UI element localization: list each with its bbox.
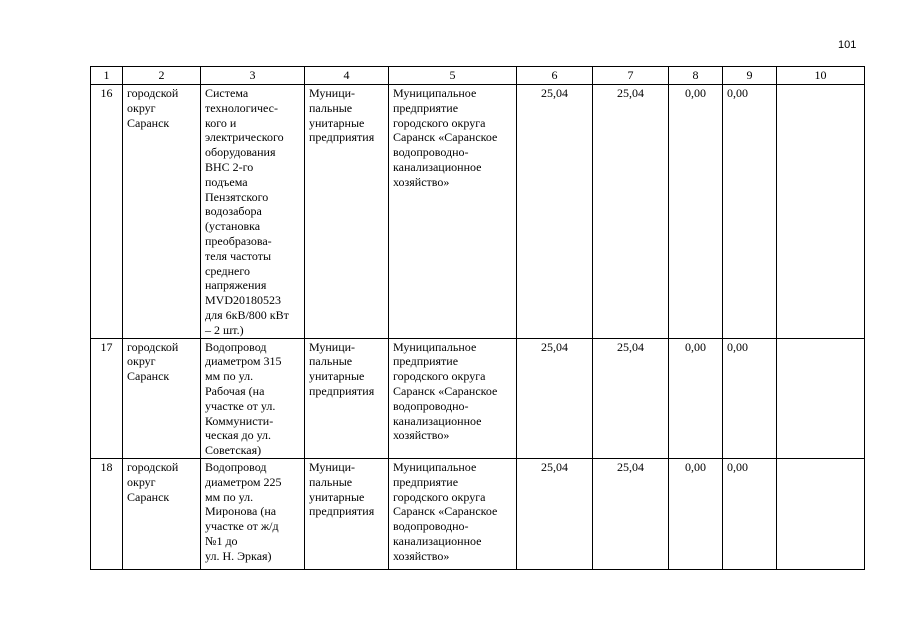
header-cell-2: 2 <box>123 67 201 85</box>
organization-type-cell: Муници- пальные унитарные предприятия <box>305 338 389 458</box>
header-cell-10: 10 <box>777 67 865 85</box>
header-cell-9: 9 <box>723 67 777 85</box>
value-cell-7: 25,04 <box>593 458 669 569</box>
page-number: 101 <box>838 39 857 51</box>
value-cell-9: 0,00 <box>723 338 777 458</box>
header-cell-7: 7 <box>593 67 669 85</box>
value-cell-10 <box>777 338 865 458</box>
value-cell-8: 0,00 <box>669 85 723 339</box>
data-table <box>90 66 865 570</box>
row-number: 18 <box>91 458 123 569</box>
header-cell-3: 3 <box>201 67 305 85</box>
organization-type-cell: Муници- пальные унитарные предприятия <box>305 85 389 339</box>
value-cell-9: 0,00 <box>723 85 777 339</box>
value-cell-6: 25,04 <box>517 85 593 339</box>
value-cell-6: 25,04 <box>517 458 593 569</box>
row-number: 17 <box>91 338 123 458</box>
header-cell-1: 1 <box>91 67 123 85</box>
table-row <box>91 85 865 339</box>
municipality-cell: городской округ Саранск <box>123 458 201 569</box>
header-cell-8: 8 <box>669 67 723 85</box>
header-cell-6: 6 <box>517 67 593 85</box>
table-row <box>91 458 865 569</box>
header-cell-5: 5 <box>389 67 517 85</box>
organization-name-cell: Муниципальное предприятие городского округа Саранск «Саранское водопроводно- канализационное хозяйство» <box>389 338 517 458</box>
object-name-cell: Система технологичес- кого и электрического оборудования ВНС 2-го подъема Пензятского водозабора (установка преобразова- теля частоты среднего напряжения MVD20180523 для 6кВ/800 кВт – 2 шт.) <box>201 85 305 339</box>
header-cell-4: 4 <box>305 67 389 85</box>
object-name-cell: Водопровод диаметром 315 мм по ул. Рабочая (на участке от ул. Коммунисти- ческая до ул. Советская) <box>201 338 305 458</box>
value-cell-9: 0,00 <box>723 458 777 569</box>
value-cell-7: 25,04 <box>593 338 669 458</box>
organization-name-cell: Муниципальное предприятие городского округа Саранск «Саранское водопроводно- канализационное хозяйство» <box>389 458 517 569</box>
value-cell-6: 25,04 <box>517 338 593 458</box>
value-cell-10 <box>777 85 865 339</box>
header-row <box>91 67 865 85</box>
organization-name-cell: Муниципальное предприятие городского округа Саранск «Саранское водопроводно- канализационное хозяйство» <box>389 85 517 339</box>
value-cell-8: 0,00 <box>669 458 723 569</box>
value-cell-10 <box>777 458 865 569</box>
municipality-cell: городской округ Саранск <box>123 85 201 339</box>
row-number: 16 <box>91 85 123 339</box>
municipality-cell: городской округ Саранск <box>123 338 201 458</box>
organization-type-cell: Муници- пальные унитарные предприятия <box>305 458 389 569</box>
object-name-cell: Водопровод диаметром 225 мм по ул. Миронова (на участке от ж/д №1 до ул. Н. Эркая) <box>201 458 305 569</box>
value-cell-8: 0,00 <box>669 338 723 458</box>
table-row <box>91 338 865 458</box>
value-cell-7: 25,04 <box>593 85 669 339</box>
